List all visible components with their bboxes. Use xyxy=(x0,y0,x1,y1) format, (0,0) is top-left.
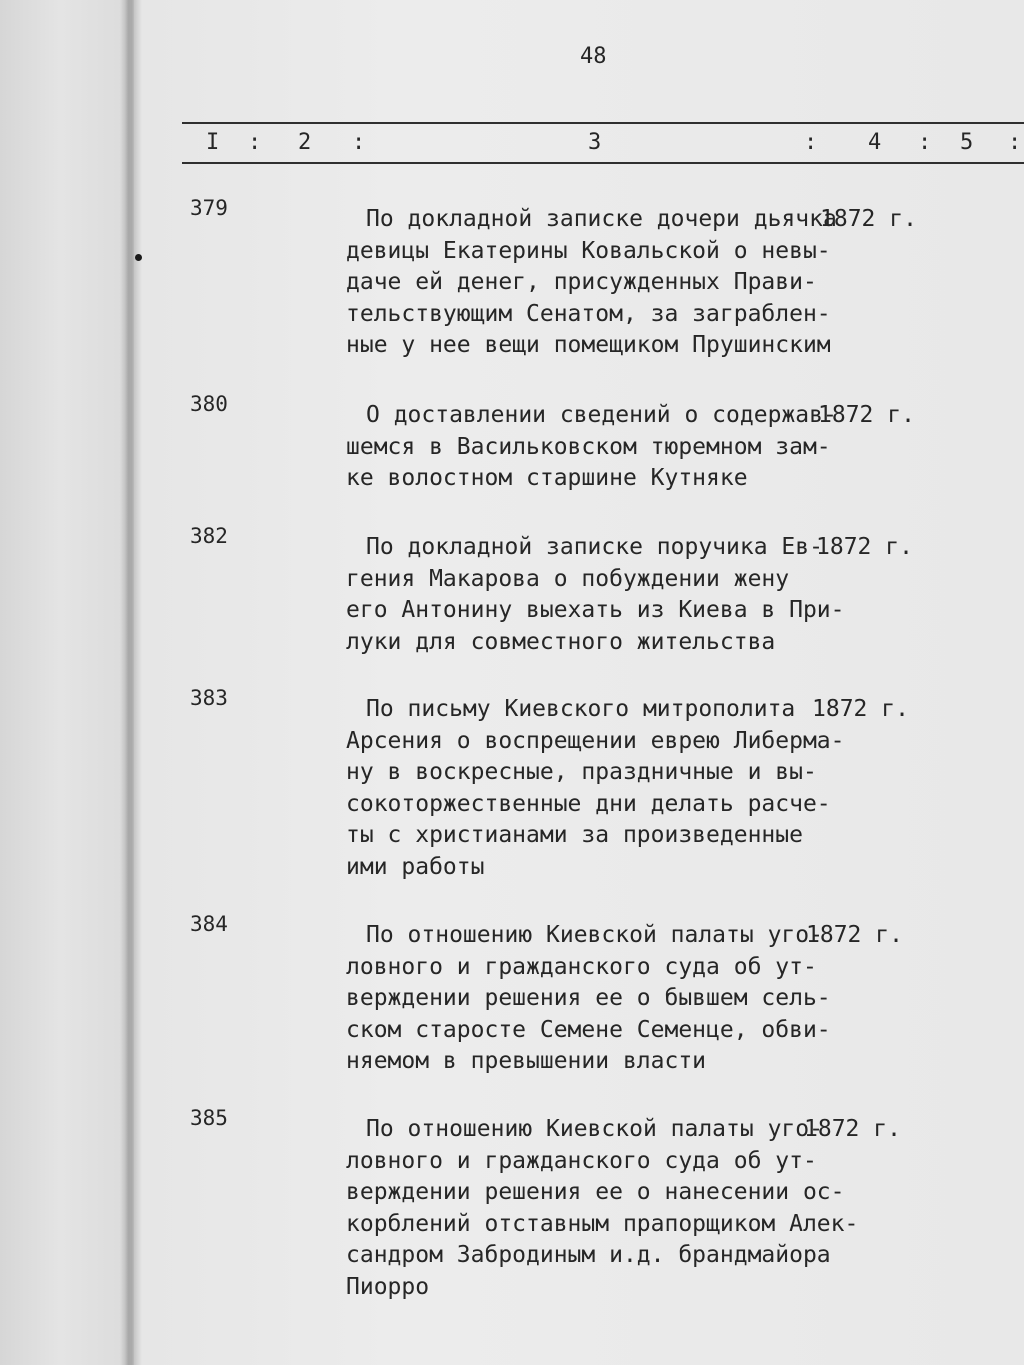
record-line: ими работы xyxy=(346,853,485,880)
record-number: 384 xyxy=(190,912,228,936)
record-year: 1872 г. xyxy=(816,534,913,560)
header-separator-1: : xyxy=(248,130,262,155)
record-line: По докладной записке дочери дьячка xyxy=(366,206,837,232)
record-line: По докладной записке поручика Ев- xyxy=(366,534,823,560)
record-year: 1872 г. xyxy=(806,922,903,948)
record-line: тельствующим Сенатом, за заграблен- xyxy=(346,300,831,327)
record-line: ные у нее вещи помещиком Прушинским xyxy=(346,332,831,358)
record-line: ке волостном старшине Кутняке xyxy=(346,465,748,491)
record-line: сокоторжественные дни делать расче- xyxy=(346,790,831,817)
record-number: 383 xyxy=(190,686,228,710)
record-line: гения Макарова о побуждении жену xyxy=(346,565,790,592)
record-line: шемся в Васильковском тюремном зам- xyxy=(346,433,831,460)
record-year: 1872 г. xyxy=(820,206,917,232)
record-line: ловного и гражданского суда об ут- xyxy=(346,953,817,980)
header-bottom-rule xyxy=(182,162,1024,164)
header-separator-5: : xyxy=(1008,130,1022,155)
record-description xyxy=(346,920,831,1078)
record-line: корблений отставным прапорщиком Алек- xyxy=(346,1210,859,1237)
record-line: ловного и гражданского суда об ут- xyxy=(346,1147,817,1174)
record-number: 385 xyxy=(190,1106,228,1130)
header-col-4: 4 xyxy=(868,130,882,155)
record-line: О доставлении сведений о содержав- xyxy=(366,402,837,428)
record-line: няемом в превышении власти xyxy=(346,1048,707,1074)
header-top-rule xyxy=(182,122,1024,124)
header-separator-2: : xyxy=(352,130,366,155)
record-year: 1872 г. xyxy=(818,402,915,428)
record-line: По отношению Киевской палаты уго- xyxy=(366,1116,823,1142)
record-line: луки для совместного жительства xyxy=(346,628,776,655)
record-year: 1872 г. xyxy=(804,1116,901,1142)
record-year: 1872 г. xyxy=(812,696,909,722)
header-separator-3: : xyxy=(804,130,818,155)
record-line: Пиорро xyxy=(346,1273,430,1300)
record-line: ты с христианами за произведенные xyxy=(346,822,803,848)
record-line: верждении решения ее о нанесении ос- xyxy=(346,1179,845,1205)
record-line: По отношению Киевской палаты уго- xyxy=(366,922,823,948)
record-number: 382 xyxy=(190,524,228,548)
record-line: ну в воскресные, праздничные и вы- xyxy=(346,759,817,785)
record-description xyxy=(346,694,845,883)
record-line: его Антонину выехать из Киева в При- xyxy=(346,597,845,623)
header-col-1: I xyxy=(206,130,220,155)
record-description xyxy=(346,400,837,495)
record-description xyxy=(346,204,837,362)
record-line: девицы Екатерины Ковальской о невы- xyxy=(346,237,831,264)
record-line: Арсения о воспрещении еврею Либерма- xyxy=(346,727,845,754)
record-number: 380 xyxy=(190,392,228,416)
binding-shadow xyxy=(120,0,134,1365)
record-line: По письму Киевского митрополита xyxy=(366,696,796,722)
record-line: сандром Забродиным и.д. брандмайора xyxy=(346,1242,831,1268)
record-line: ском старосте Семене Семенце, обви- xyxy=(346,1016,831,1043)
header-col-2: 2 xyxy=(298,130,312,155)
header-col-5: 5 xyxy=(960,130,974,155)
record-number: 379 xyxy=(190,196,228,220)
record-description xyxy=(346,1114,858,1303)
record-line: верждении решения ее о бывшем сель- xyxy=(346,985,831,1011)
header-col-3: 3 xyxy=(588,130,602,155)
header-separator-4: : xyxy=(918,130,932,155)
page-number: 48 xyxy=(580,44,607,69)
record-line: даче ей денег, присужденных Прави- xyxy=(346,269,817,295)
record-description xyxy=(346,532,845,658)
binding-hole xyxy=(135,254,142,261)
